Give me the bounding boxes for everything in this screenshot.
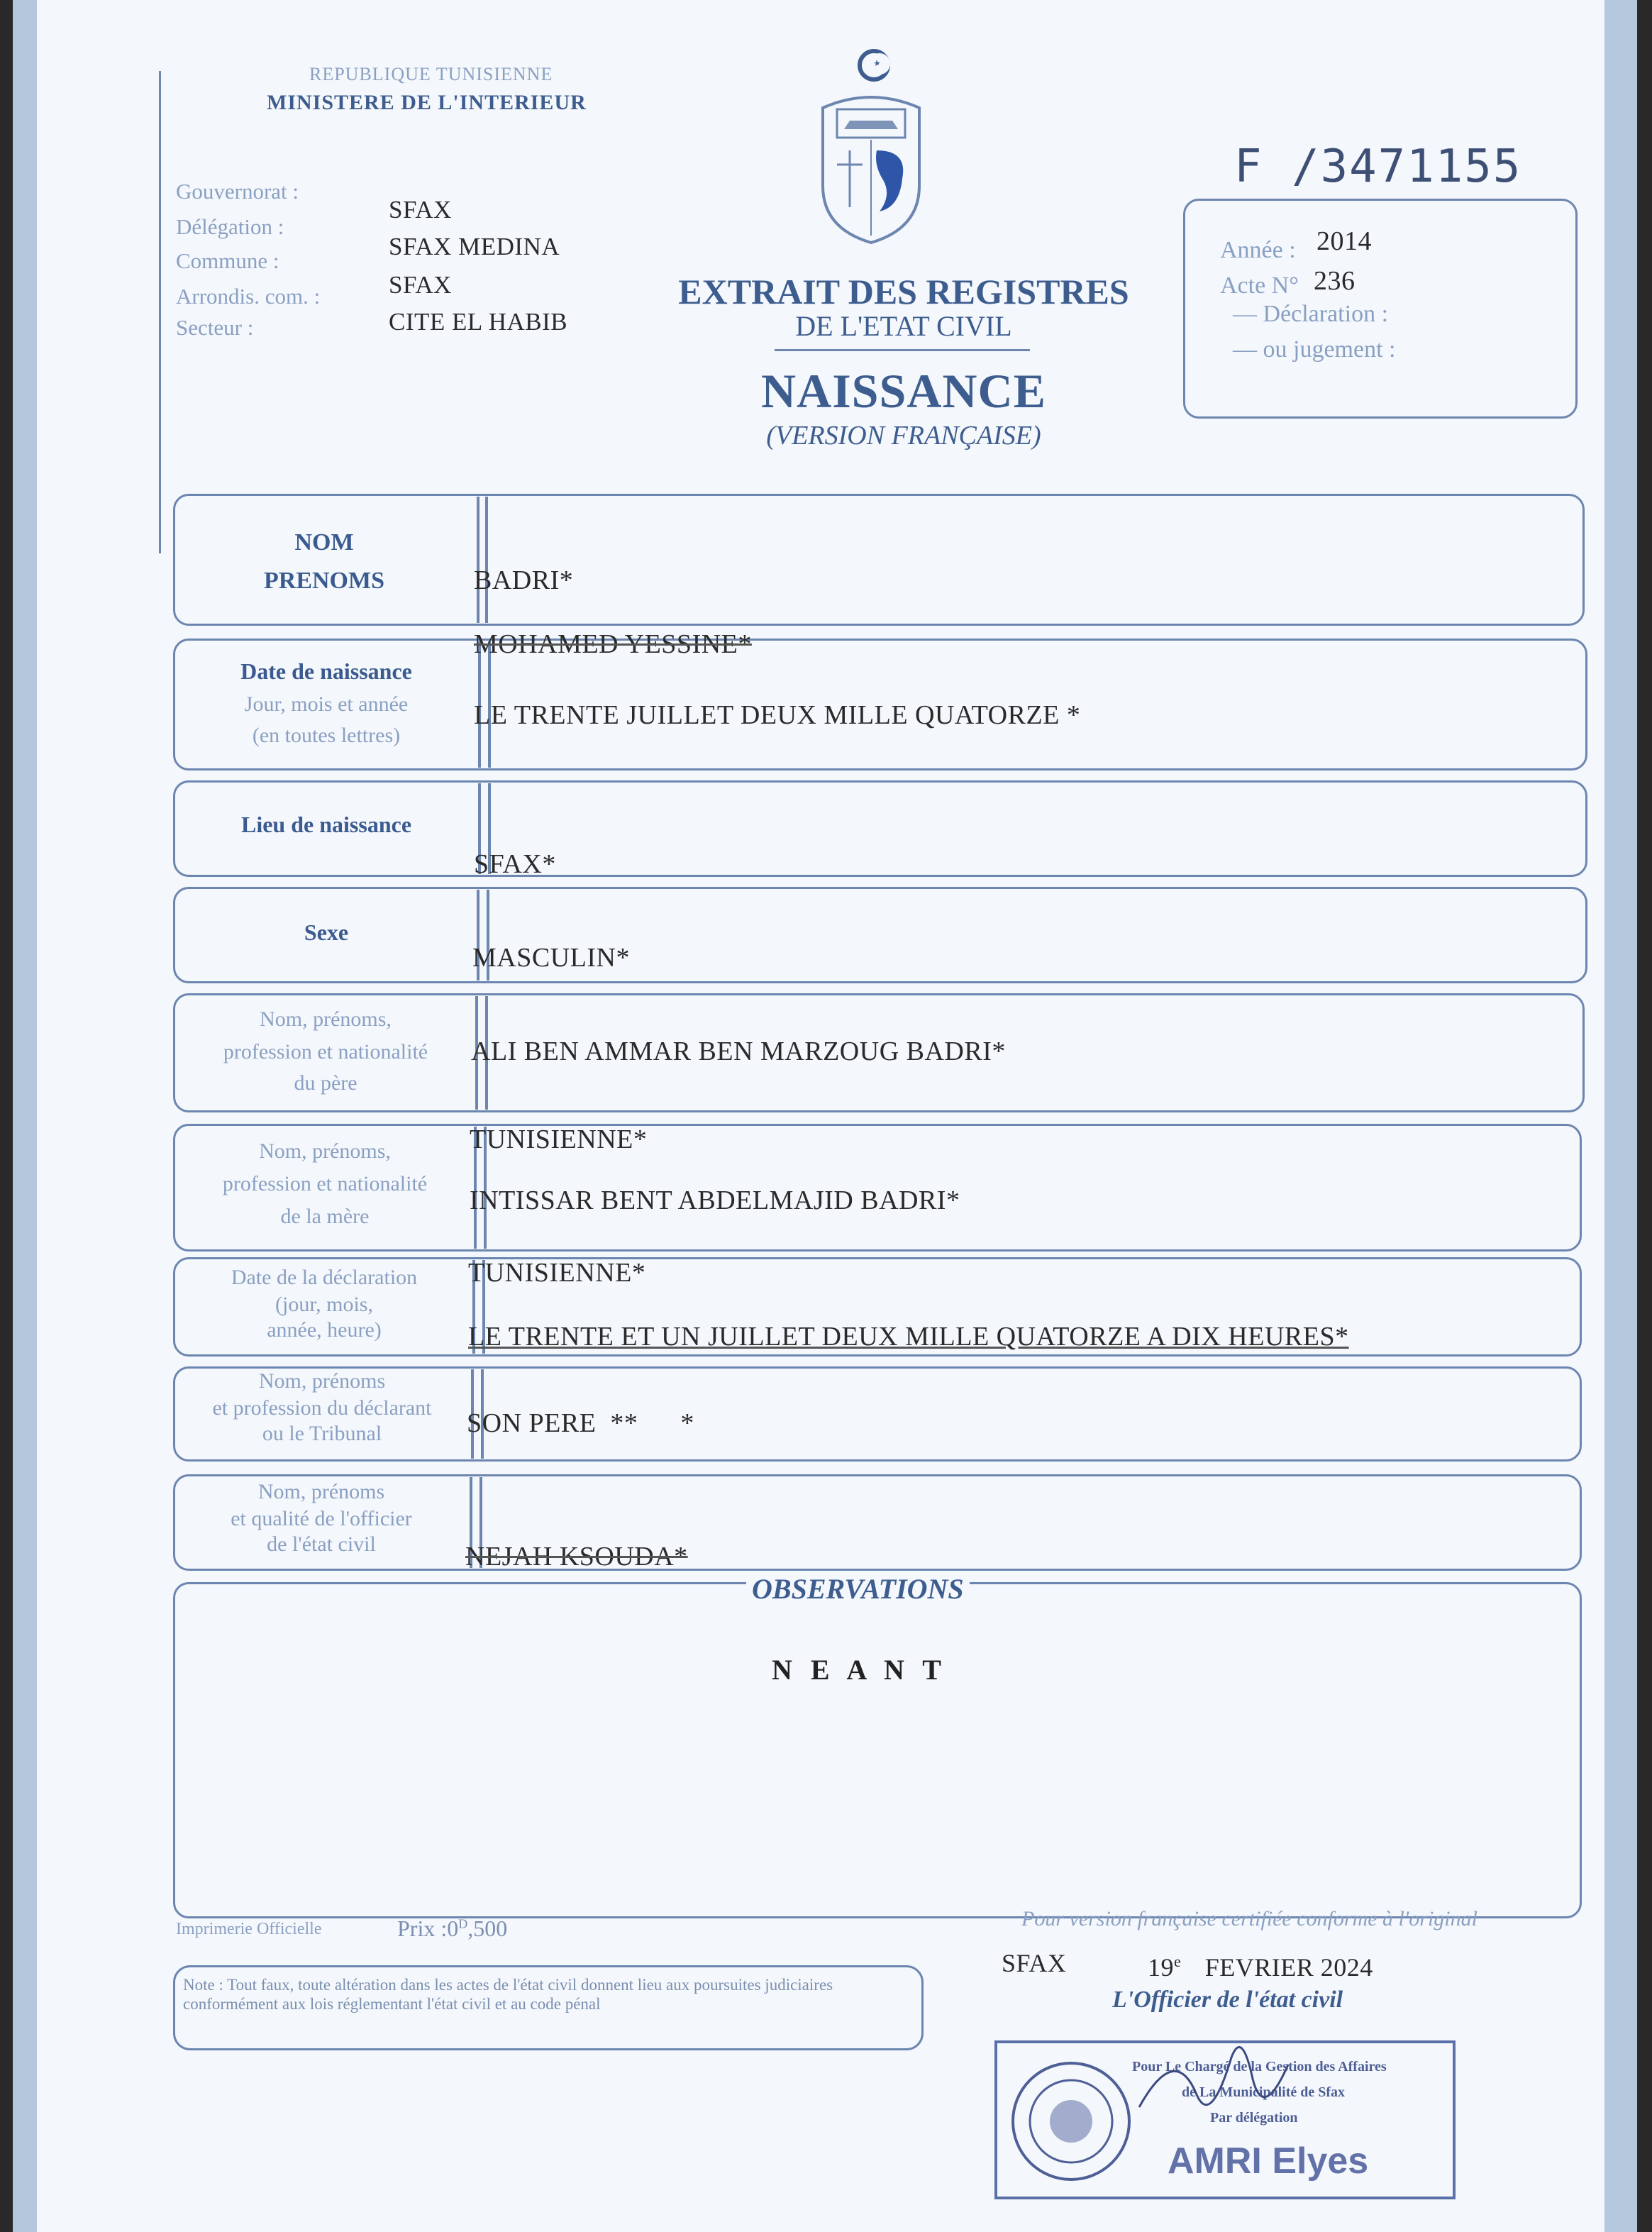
- location-label-secteur: Secteur :: [176, 315, 254, 340]
- price-tail: ,500: [467, 1916, 508, 1941]
- nom-value: BADRI*: [474, 565, 574, 595]
- price-sup: D: [458, 1916, 468, 1931]
- row-divider: [485, 497, 488, 623]
- certificate-sheet: [13, 0, 1637, 2232]
- location-block: [176, 179, 320, 346]
- pere-label: Nom, prénoms,: [260, 1007, 392, 1031]
- dob-label: Date de naissance: [240, 658, 412, 684]
- issue-day-sup: e: [1174, 1952, 1182, 1970]
- declaration-date-value: LE TRENTE ET UN JUILLET DEUX MILLE QUATORZE A DIX HEURES*: [468, 1322, 1349, 1352]
- declarant-label: Nom, prénoms: [258, 1369, 386, 1393]
- printer-label: Imprimerie Officielle: [176, 1920, 322, 1938]
- observations-value: N E A N T: [772, 1654, 947, 1686]
- location-value-secteur: CITE EL HABIB: [389, 308, 568, 336]
- prenoms-label: PRENOMS: [264, 568, 384, 594]
- location-value-delegation: SFAX MEDINA: [389, 233, 560, 260]
- header-vertical-rule: [159, 71, 161, 553]
- acte-value: 236: [1314, 266, 1356, 296]
- title-version: (VERSION FRANÇAISE): [766, 421, 1041, 451]
- coat-of-arms-icon: [809, 44, 933, 250]
- declaration-date-label: année, heure): [267, 1318, 382, 1342]
- jugement-label: — ou jugement :: [1233, 336, 1396, 363]
- stamp-line: Pour Le Chargé de la Gestion des Affaires: [1132, 2059, 1387, 2074]
- title-rule: [775, 349, 1030, 351]
- dob-sublabel: (en toutes lettres): [252, 724, 401, 747]
- officier-label: Nom, prénoms: [257, 1480, 385, 1503]
- location-label-delegation: Délégation :: [176, 214, 284, 239]
- note-text: Note : Tout faux, toute altération dans les actes de l'état civil donnent lieu aux poursuites judiciaires conformément aux lois réglementant l'état civil et au code pénal: [183, 1976, 833, 2013]
- location-label-commune: Commune :: [176, 248, 279, 273]
- annee-label: Année :: [1220, 237, 1296, 263]
- row-divider: [477, 497, 479, 623]
- title-line2: DE L'ETAT CIVIL: [795, 310, 1012, 342]
- stamp-line: de La Municipalité de Sfax: [1182, 2084, 1346, 2100]
- dob-value: LE TRENTE JUILLET DEUX MILLE QUATORZE *: [474, 700, 1081, 730]
- location-label-gouvernorat: Gouvernorat :: [176, 179, 299, 204]
- location-value-commune: SFAX: [389, 271, 452, 299]
- pere-label: du père: [294, 1071, 357, 1095]
- declarant-value: SON PERE ** *: [467, 1408, 694, 1438]
- title-kind: NAISSANCE: [761, 364, 1046, 418]
- officier-label: de l'état civil: [267, 1532, 376, 1556]
- issue-city: SFAX: [1002, 1949, 1067, 1977]
- issue-day: 19: [1148, 1953, 1174, 1982]
- observations-title: OBSERVATIONS: [746, 1572, 970, 1606]
- mere-value: INTISSAR BENT ABDELMAJID BADRI*: [470, 1186, 960, 1215]
- issue-date: [1148, 1952, 1373, 1982]
- mere-nationality: TUNISIENNE*: [468, 1258, 646, 1288]
- declaration-label: — Déclaration :: [1233, 301, 1389, 327]
- stamp-name: AMRI Elyes: [1168, 2140, 1369, 2182]
- sexe-value: MASCULIN*: [472, 943, 630, 973]
- observations-box: [173, 1582, 1582, 1918]
- location-value-gouvernorat: SFAX: [389, 196, 452, 223]
- signature: [1111, 2015, 1366, 2157]
- lieu-label: Lieu de naissance: [240, 812, 412, 837]
- dob-sublabel: Jour, mois et année: [244, 692, 409, 716]
- acte-label: Acte N°: [1220, 272, 1299, 299]
- pere-nationality: TUNISIENNE*: [470, 1125, 648, 1154]
- mere-label: profession et nationalité: [222, 1172, 428, 1195]
- annee-value: 2014: [1316, 226, 1372, 256]
- location-label-arrondissement: Arrondis. com. :: [176, 284, 321, 309]
- declaration-date-label: Date de la déclaration: [231, 1266, 418, 1289]
- row-nom-box: [173, 494, 1585, 626]
- declarant-label: et profession du déclarant: [212, 1396, 432, 1420]
- mere-label: de la mère: [280, 1205, 370, 1228]
- serial-number: F /3471155: [1234, 140, 1522, 193]
- price-text: Prix :0: [397, 1916, 459, 1941]
- pere-label: profession et nationalité: [223, 1040, 428, 1063]
- mere-label: Nom, prénoms,: [259, 1139, 391, 1163]
- official-stamp: [994, 2040, 1456, 2199]
- lieu-value: SFAX*: [474, 849, 556, 879]
- title-line1: EXTRAIT DES REGISTRES: [678, 272, 1129, 311]
- issue-month-year: FEVRIER 2024: [1204, 1953, 1373, 1982]
- price-label: [397, 1916, 507, 1942]
- declaration-date-label: (jour, mois,: [275, 1293, 373, 1316]
- stamp-line: Par délégation: [1210, 2110, 1298, 2126]
- pere-value: ALI BEN AMMAR BEN MARZOUG BADRI*: [471, 1037, 1006, 1066]
- republic-label: REPUBLIQUE TUNISIENNE: [309, 64, 553, 84]
- prenoms-value: MOHAMED YESSINE*: [474, 629, 752, 659]
- location-values: [389, 196, 567, 345]
- declarant-label: ou le Tribunal: [262, 1422, 382, 1445]
- officer-title: L'Officier de l'état civil: [1112, 1987, 1343, 2013]
- certify-label: Pour version française certifiée conforme à l'original: [1021, 1907, 1478, 1930]
- nom-label: NOM: [294, 529, 354, 556]
- officier-value: NEJAH KSOUDA*: [465, 1542, 688, 1571]
- officier-label: et qualité de l'officier: [231, 1507, 412, 1530]
- ministry-label: MINISTERE DE L'INTERIEUR: [267, 91, 587, 114]
- sexe-label: Sexe: [304, 919, 349, 945]
